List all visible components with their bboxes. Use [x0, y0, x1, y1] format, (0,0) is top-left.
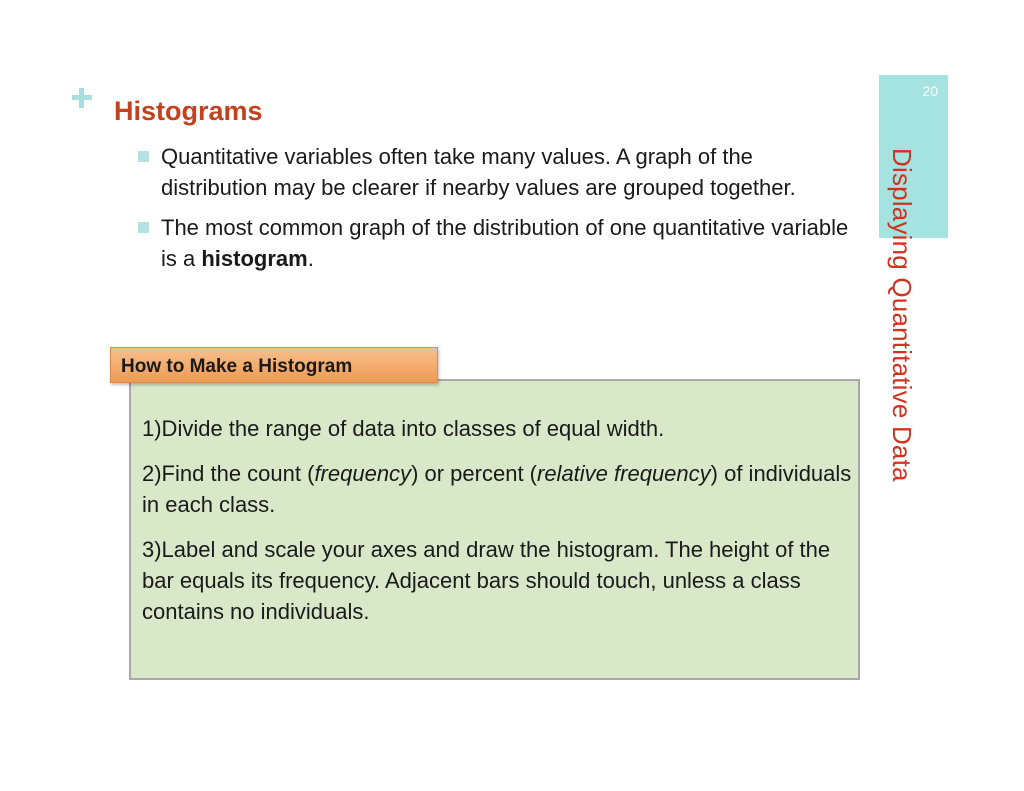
step-item	[142, 458, 854, 520]
step-text: ) or percent (	[411, 461, 537, 486]
square-bullet-icon	[138, 151, 149, 162]
bullet-text-end: .	[307, 246, 314, 271]
step-item: 1)Divide the range of data into classes of equal width.	[142, 416, 665, 441]
step-text: ) of individuals in each class.	[142, 461, 852, 517]
slide-title: Histograms	[114, 96, 263, 126]
howto-heading-tab	[110, 347, 438, 383]
step-item: 3)Label and scale your axes and draw the histogram. The height of the bar equals its frequency. Adjacent bars should touch, unless a class contains no individuals.	[142, 537, 831, 624]
slide-number: 20	[922, 83, 938, 99]
howto-heading: How to Make a Histogram	[121, 356, 353, 377]
side-title: Displaying Quantitative Data	[887, 148, 917, 482]
bullet-text-start: The most common graph of the distribution of one quantitative variable is a	[161, 215, 849, 271]
bullet-list	[138, 141, 858, 283]
bullet-bold-term: histogram	[201, 246, 308, 271]
steps-box	[129, 379, 860, 680]
steps-list	[142, 413, 854, 641]
step-italic-term: frequency	[314, 461, 412, 486]
step-italic-term: relative frequency	[537, 461, 711, 486]
plus-icon	[70, 86, 94, 110]
bullet-item	[138, 141, 858, 203]
step-text: 2)Find the count (	[142, 461, 315, 486]
bullet-item	[138, 212, 858, 274]
square-bullet-icon	[138, 222, 149, 233]
bullet-text: Quantitative variables often take many values. A graph of the distribution may be clearer if nearby values are grouped together.	[161, 144, 796, 200]
